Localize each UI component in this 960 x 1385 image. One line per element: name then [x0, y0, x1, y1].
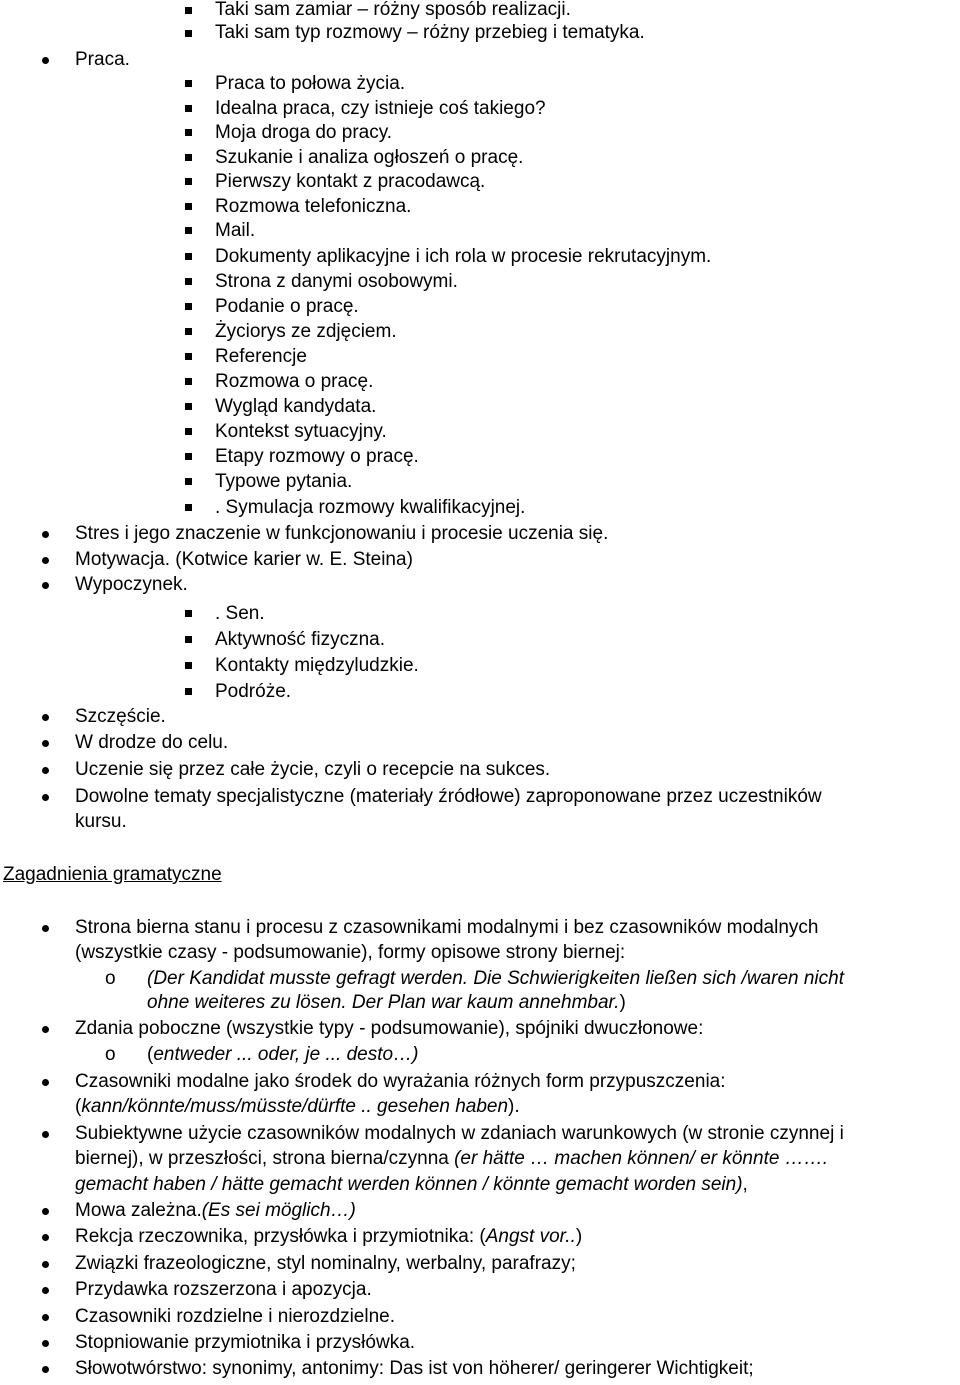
text-run: Mowa zależna.	[75, 1200, 202, 1221]
list-item-text: Praca.	[75, 49, 130, 70]
bullet-circle-icon: o	[105, 1044, 116, 1065]
bullet-dot-icon	[42, 557, 49, 564]
text-run: Czasowniki rozdzielne i nierozdzielne.	[75, 1306, 395, 1327]
bullet-square-icon	[185, 203, 192, 210]
list-item-text: . Symulacja rozmowy kwalifikacyjnej.	[215, 497, 526, 518]
grammar-item-text	[147, 968, 844, 990]
bullet-dot-icon	[42, 1287, 49, 1294]
bullet-dot-icon	[42, 1131, 49, 1138]
grammar-item-text	[75, 1253, 576, 1275]
bullet-square-icon	[185, 253, 192, 260]
section-heading: Zagadnienia gramatyczne	[3, 864, 222, 885]
list-item-text: Wypoczynek.	[75, 574, 188, 595]
text-run: Słowotwórstwo: synonimy, antonimy: Das ist von höherer/ geringerer Wichtigkeit;	[75, 1358, 754, 1379]
list-item-text: Kontekst sytuacyjny.	[215, 421, 387, 442]
bullet-square-icon	[185, 303, 192, 310]
bullet-circle-icon: o	[105, 968, 116, 989]
italic-text: Angst vor..	[485, 1226, 576, 1247]
list-item-text: . Sen.	[215, 603, 265, 624]
bullet-dot-icon	[42, 1261, 49, 1268]
grammar-item-text	[75, 1358, 754, 1380]
bullet-dot-icon	[42, 1314, 49, 1321]
list-item-text: Praca to połowa życia.	[215, 73, 406, 94]
bullet-square-icon	[185, 478, 192, 485]
list-item-text: Stres i jego znaczenie w funkcjonowaniu i procesie uczenia się.	[75, 523, 609, 544]
bullet-square-icon	[185, 80, 192, 87]
list-item-text: Etapy rozmowy o pracę.	[215, 446, 419, 467]
text-run: Związki frazeologiczne, styl nominalny, werbalny, parafrazy;	[75, 1253, 576, 1274]
list-item-text: Rozmowa telefoniczna.	[215, 196, 412, 217]
bullet-square-icon	[185, 428, 192, 435]
text-run: Przydawka rozszerzona i apozycja.	[75, 1279, 372, 1300]
bullet-square-icon	[185, 30, 192, 37]
list-item-text: Dowolne tematy specjalistyczne (materiały źródłowe) zaproponowane przez uczestników	[75, 786, 822, 807]
grammar-item-text	[147, 1044, 418, 1066]
bullet-square-icon	[185, 353, 192, 360]
bullet-square-icon	[185, 328, 192, 335]
grammar-item-text	[147, 992, 626, 1014]
list-item-text: Typowe pytania.	[215, 471, 353, 492]
list-item-text: Uczenie się przez całe życie, czyli o recepcie na sukces.	[75, 759, 551, 780]
italic-text: ohne weiteres zu lösen. Der Plan war kaum annehmbar.	[147, 992, 620, 1013]
bullet-square-icon	[185, 504, 192, 511]
bullet-square-icon	[185, 662, 192, 669]
text-run: Strona bierna stanu i procesu z czasownikami modalnymi i bez czasowników modalnych	[75, 917, 819, 938]
list-item-text: Życiorys ze zdjęciem.	[215, 321, 397, 342]
bullet-square-icon	[185, 453, 192, 460]
italic-text: entweder ... oder, je ... desto…)	[153, 1044, 419, 1065]
list-item-text: Taki sam typ rozmowy – różny przebieg i tematyka.	[215, 22, 645, 43]
list-item-text: Pierwszy kontakt z pracodawcą.	[215, 171, 486, 192]
bullet-dot-icon	[42, 1234, 49, 1241]
text-run: Zdania poboczne (wszystkie typy - podsumowanie), spójniki dwuczłonowe:	[75, 1018, 704, 1039]
bullet-square-icon	[185, 610, 192, 617]
text-run: (	[75, 1096, 82, 1117]
bullet-square-icon	[185, 7, 192, 14]
bullet-square-icon	[185, 278, 192, 285]
bullet-dot-icon	[42, 57, 49, 64]
grammar-item-text	[75, 917, 818, 939]
bullet-dot-icon	[42, 925, 49, 932]
bullet-dot-icon	[42, 714, 49, 721]
bullet-square-icon	[185, 178, 192, 185]
list-item-text: kursu.	[75, 811, 127, 832]
italic-text: gemacht haben / hätte gemacht werden können / könnte gemacht worden sein)	[75, 1174, 743, 1195]
text-run: )	[575, 1226, 583, 1247]
bullet-dot-icon	[42, 582, 49, 589]
bullet-dot-icon	[42, 1366, 49, 1373]
grammar-item-text	[75, 1306, 395, 1328]
grammar-item-text	[75, 1226, 582, 1248]
text-run: Czasowniki modalne jako środek do wyrażania różnych form przypuszczenia:	[75, 1071, 726, 1092]
text-run: ,	[742, 1174, 748, 1195]
italic-text: (er hätte … machen können/ er könnte …….	[454, 1148, 828, 1169]
bullet-dot-icon	[42, 794, 49, 801]
grammar-item-text	[75, 1174, 748, 1196]
list-item-text: Motywacja. (Kotwice karier w. E. Steina)	[75, 549, 413, 570]
list-item-text: Podanie o pracę.	[215, 296, 359, 317]
list-item-text: Aktywność fizyczna.	[215, 629, 385, 650]
italic-text: (Der Kandidat musste gefragt werden. Die Schwierigkeiten ließen sich /waren nicht	[147, 968, 844, 989]
list-item-text: W drodze do celu.	[75, 732, 229, 753]
text-run: (wszystkie czasy - podsumowanie), formy opisowe strony biernej:	[75, 942, 626, 963]
list-item-text: Wygląd kandydata.	[215, 396, 377, 417]
list-item-text: Kontakty międzyludzkie.	[215, 655, 419, 676]
grammar-item-text	[75, 1071, 726, 1093]
text-run: ).	[508, 1096, 520, 1117]
grammar-item-text	[75, 1200, 356, 1222]
list-item-text: Podróże.	[215, 681, 292, 702]
bullet-square-icon	[185, 403, 192, 410]
text-run: (	[147, 1044, 154, 1065]
grammar-item-text	[75, 1148, 828, 1170]
bullet-dot-icon	[42, 1079, 49, 1086]
list-item-text: Szczęście.	[75, 706, 166, 727]
bullet-dot-icon	[42, 1340, 49, 1347]
grammar-item-text	[75, 1096, 520, 1118]
bullet-dot-icon	[42, 1208, 49, 1215]
bullet-square-icon	[185, 636, 192, 643]
list-item-text: Idealna praca, czy istnieje coś takiego?	[215, 98, 546, 119]
bullet-square-icon	[185, 688, 192, 695]
italic-text: kann/könnte/muss/müsste/dürfte .. gesehen haben	[81, 1096, 509, 1117]
list-item-text: Taki sam zamiar – różny sposób realizacji.	[215, 0, 571, 20]
list-item-text: Strona z danymi osobowymi.	[215, 271, 458, 292]
bullet-dot-icon	[42, 740, 49, 747]
text-run: biernej), w przeszłości, strona bierna/czynna	[75, 1148, 455, 1169]
list-item-text: Referencje	[215, 346, 307, 367]
bullet-dot-icon	[42, 767, 49, 774]
bullet-square-icon	[185, 129, 192, 136]
text-run: Subiektywne użycie czasowników modalnych w zdaniach warunkowych (w stronie czynnej i	[75, 1123, 844, 1144]
bullet-square-icon	[185, 154, 192, 161]
bullet-dot-icon	[42, 531, 49, 538]
text-run: Rekcja rzeczownika, przysłówka i przymiotnika: (	[75, 1226, 486, 1247]
text-run: Stopniowanie przymiotnika i przysłówka.	[75, 1332, 416, 1353]
text-run: )	[619, 992, 626, 1013]
bullet-dot-icon	[42, 1026, 49, 1033]
grammar-item-text	[75, 1018, 703, 1040]
list-item-text: Mail.	[215, 220, 256, 241]
grammar-item-text	[75, 1332, 415, 1354]
bullet-square-icon	[185, 227, 192, 234]
bullet-square-icon	[185, 105, 192, 112]
list-item-text: Rozmowa o pracę.	[215, 371, 374, 392]
grammar-item-text	[75, 942, 625, 964]
list-item-text: Szukanie i analiza ogłoszeń o pracę.	[215, 147, 524, 168]
italic-text: (Es sei möglich…)	[201, 1200, 356, 1221]
list-item-text: Dokumenty aplikacyjne i ich rola w procesie rekrutacyjnym.	[215, 246, 712, 267]
grammar-item-text	[75, 1279, 372, 1301]
grammar-item-text	[75, 1123, 844, 1145]
bullet-square-icon	[185, 378, 192, 385]
list-item-text: Moja droga do pracy.	[215, 122, 393, 143]
